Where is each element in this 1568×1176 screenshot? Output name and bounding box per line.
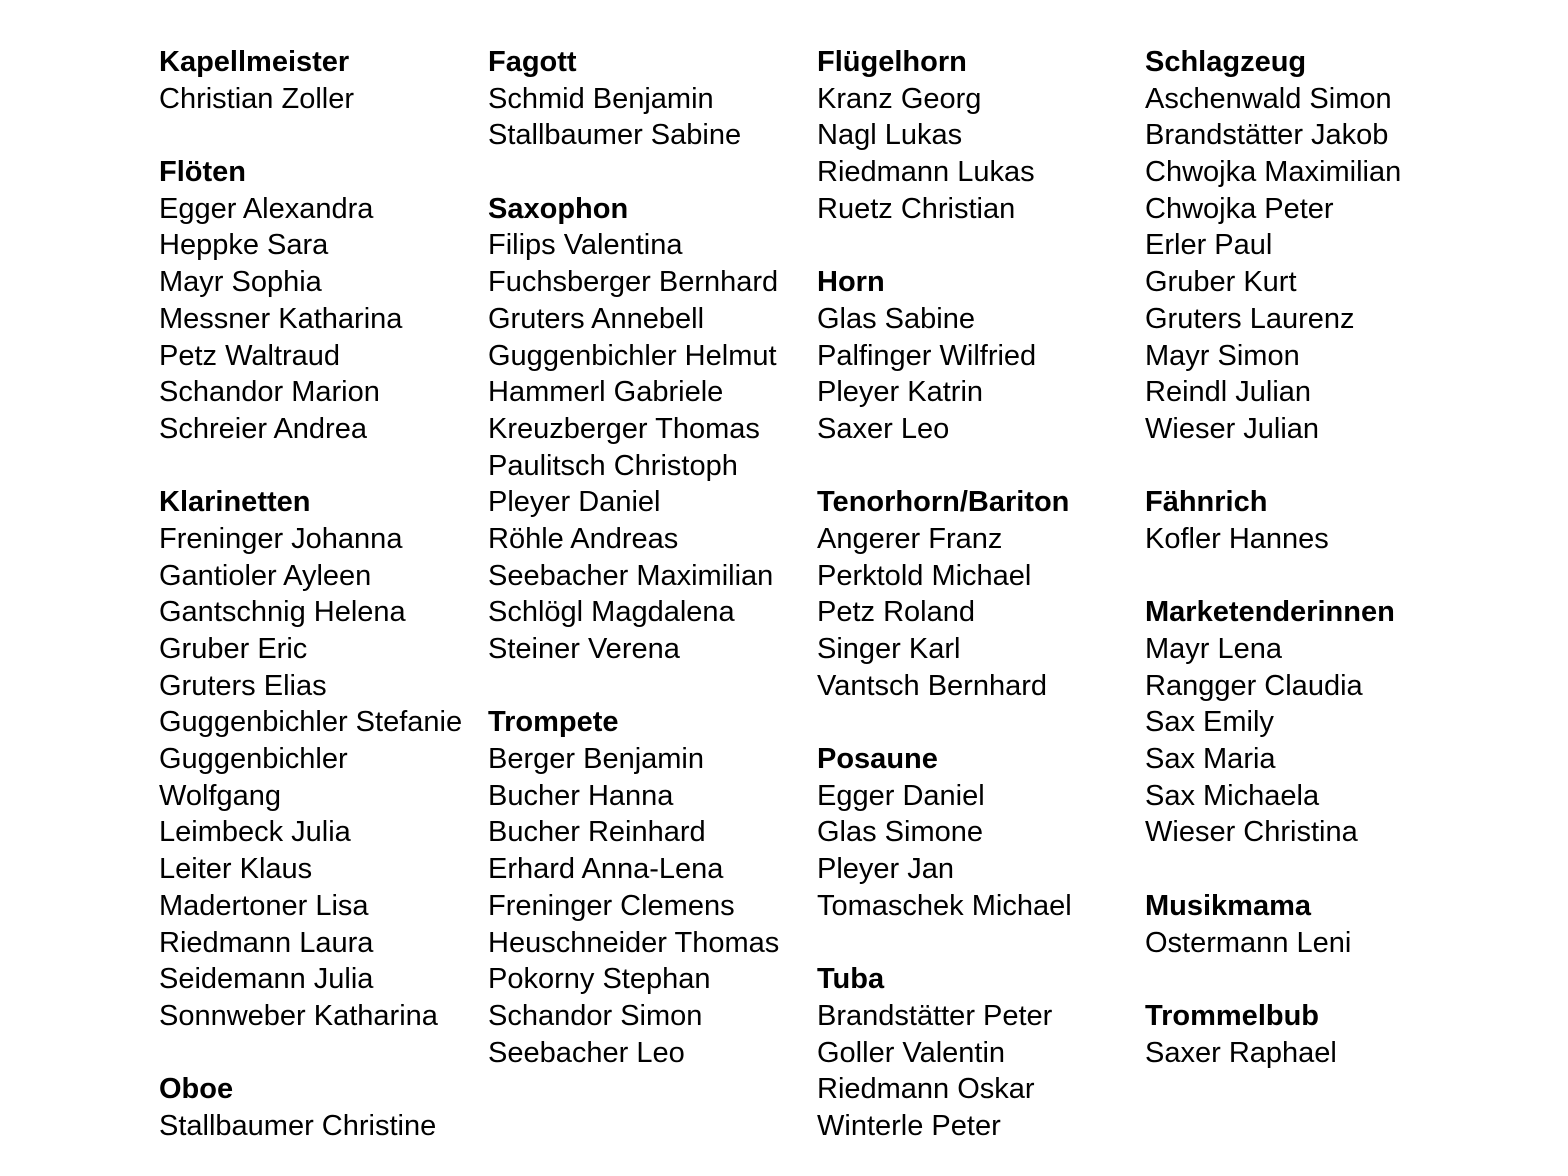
column-1 [159, 44, 489, 1145]
section-saxophon [488, 191, 818, 668]
member-name: Gruber Eric [159, 633, 308, 665]
member-name: Wieser Christina [1145, 816, 1358, 849]
section-posaune [817, 741, 1147, 924]
member-name: Stallbaumer Christine [159, 1109, 437, 1142]
member-name: Angerer Franz [817, 522, 1003, 555]
section-klarinetten [159, 484, 489, 1034]
member-name: Glas Simone [817, 816, 984, 849]
member-name: Guggenbichler [159, 743, 348, 776]
member-name: Gruters Elias [159, 669, 327, 702]
section-title: Fagott [488, 46, 577, 78]
member-name: Paulitsch Christoph [488, 449, 738, 482]
section-kapellmeister [159, 44, 489, 117]
member-name: Schandor Simon [488, 999, 703, 1032]
member-name: Petz Roland [817, 596, 975, 629]
member-name: Ruetz Christian [817, 192, 1016, 225]
section-title: Saxophon [488, 192, 629, 225]
member-name: Kreuzberger Thomas [488, 412, 760, 445]
member-name: Erhard Anna-Lena [488, 853, 724, 886]
member-name: Egger Daniel [817, 779, 985, 812]
section-title: Tenorhorn/Bariton [817, 486, 1070, 519]
member-name: Bucher Hanna [488, 779, 674, 812]
member-name: Guggenbichler Stefanie [159, 706, 463, 739]
member-name: Leiter Klaus [159, 853, 313, 886]
member-name: Schreier Andrea [159, 412, 367, 445]
member-name: Schandor Marion [159, 376, 380, 409]
member-name: Messner Katharina [159, 302, 403, 335]
column-2 [488, 44, 818, 1071]
section-tenorhorn-bariton [817, 484, 1147, 704]
member-name: Guggenbichler Helmut [488, 339, 777, 372]
column-4 [1145, 44, 1475, 1071]
section-musikmama [1145, 888, 1475, 961]
section-title: Klarinetten [159, 486, 311, 519]
member-name: Nagl Lukas [817, 119, 963, 152]
member-name: Gruters Annebell [488, 302, 705, 335]
member-name: Heuschneider Thomas [488, 926, 780, 959]
member-name: Seebacher Leo [488, 1036, 685, 1069]
member-name: Gruber Kurt [1145, 266, 1297, 299]
section-title: Tuba [817, 963, 885, 996]
section-oboe [159, 1071, 489, 1144]
member-name: Berger Benjamin [488, 743, 704, 776]
member-name: Leimbeck Julia [159, 816, 351, 849]
member-name: Gantioler Ayleen [159, 559, 372, 592]
member-name: Gruters Laurenz [1145, 302, 1355, 335]
member-name: Riedmann Laura [159, 926, 374, 959]
member-name: Pleyer Jan [817, 853, 955, 886]
member-name: Seebacher Maximilian [488, 559, 774, 592]
section-title: Oboe [159, 1073, 234, 1106]
member-name: Heppke Sara [159, 229, 329, 262]
section-title: Trommelbub [1145, 999, 1320, 1032]
member-name: Erler Paul [1145, 229, 1273, 262]
member-name: Sax Maria [1145, 743, 1276, 776]
member-name: Sax Emily [1145, 706, 1274, 739]
section-title: Flügelhorn [817, 46, 967, 78]
section-title: Posaune [817, 743, 938, 776]
member-name: Hammerl Gabriele [488, 376, 724, 409]
member-name: Pleyer Daniel [488, 486, 661, 519]
member-name: Winterle Peter [817, 1109, 1001, 1142]
member-name: Brandstätter Peter [817, 999, 1053, 1032]
section-title: Trompete [488, 706, 619, 739]
member-name: Mayr Lena [1145, 633, 1283, 665]
member-name: Vantsch Bernhard [817, 669, 1047, 702]
column-3 [817, 44, 1147, 1145]
member-name: Madertoner Lisa [159, 889, 369, 922]
member-name: Palfinger Wilfried [817, 339, 1037, 372]
section-title: Horn [817, 266, 885, 299]
member-name: Röhle Andreas [488, 522, 679, 555]
member-name: Chwojka Maximilian [1145, 156, 1402, 189]
member-name: Brandstätter Jakob [1145, 119, 1389, 152]
section-title: Kapellmeister [159, 46, 350, 78]
member-name: Schmid Benjamin [488, 82, 714, 115]
member-name: Reindl Julian [1145, 376, 1312, 409]
member-name: Wolfgang [159, 779, 281, 812]
section-title: Flöten [159, 156, 246, 189]
section-fluegelhorn [817, 44, 1147, 227]
member-name: Steiner Verena [488, 633, 680, 665]
member-name: Freninger Clemens [488, 889, 735, 922]
section-floeten [159, 154, 489, 448]
section-marketenderinnen [1145, 594, 1475, 851]
section-fagott [488, 44, 818, 154]
section-title: Musikmama [1145, 889, 1312, 922]
section-faehnrich [1145, 484, 1475, 557]
member-name: Wieser Julian [1145, 412, 1320, 445]
member-name: Egger Alexandra [159, 192, 374, 225]
member-name: Freninger Johanna [159, 522, 403, 555]
member-name: Aschenwald Simon [1145, 82, 1392, 115]
member-name: Bucher Reinhard [488, 816, 706, 849]
member-name: Mayr Sophia [159, 266, 322, 299]
section-title: Marketenderinnen [1145, 596, 1395, 629]
member-name: Riedmann Oskar [817, 1073, 1035, 1106]
member-name: Goller Valentin [817, 1036, 1006, 1069]
section-title: Schlagzeug [1145, 46, 1307, 78]
section-title: Fähnrich [1145, 486, 1268, 519]
section-tuba [817, 961, 1147, 1144]
member-name: Kranz Georg [817, 82, 982, 115]
section-schlagzeug [1145, 44, 1475, 448]
member-name: Filips Valentina [488, 229, 683, 262]
member-name: Glas Sabine [817, 302, 975, 335]
member-name: Rangger Claudia [1145, 669, 1363, 702]
member-name: Singer Karl [817, 633, 961, 665]
section-trompete [488, 704, 818, 1071]
member-name: Riedmann Lukas [817, 156, 1035, 189]
member-name: Schlögl Magdalena [488, 596, 735, 629]
member-name: Petz Waltraud [159, 339, 341, 372]
member-name: Mayr Simon [1145, 339, 1300, 372]
member-name: Seidemann Julia [159, 963, 374, 996]
member-name: Saxer Leo [817, 412, 950, 445]
member-name: Christian Zoller [159, 82, 354, 115]
member-name: Pokorny Stephan [488, 963, 711, 996]
member-name: Saxer Raphael [1145, 1036, 1337, 1069]
member-name: Ostermann Leni [1145, 926, 1352, 959]
member-name: Stallbaumer Sabine [488, 119, 742, 152]
member-name: Perktold Michael [817, 559, 1032, 592]
member-name: Sonnweber Katharina [159, 999, 438, 1032]
section-trommelbub [1145, 998, 1475, 1071]
member-name: Pleyer Katrin [817, 376, 984, 409]
member-name: Chwojka Peter [1145, 192, 1334, 225]
member-name: Gantschnig Helena [159, 596, 406, 629]
member-name: Tomaschek Michael [817, 889, 1072, 922]
member-name: Fuchsberger Bernhard [488, 266, 779, 299]
member-name: Sax Michaela [1145, 779, 1320, 812]
section-horn [817, 264, 1147, 447]
member-name: Kofler Hannes [1145, 522, 1329, 555]
